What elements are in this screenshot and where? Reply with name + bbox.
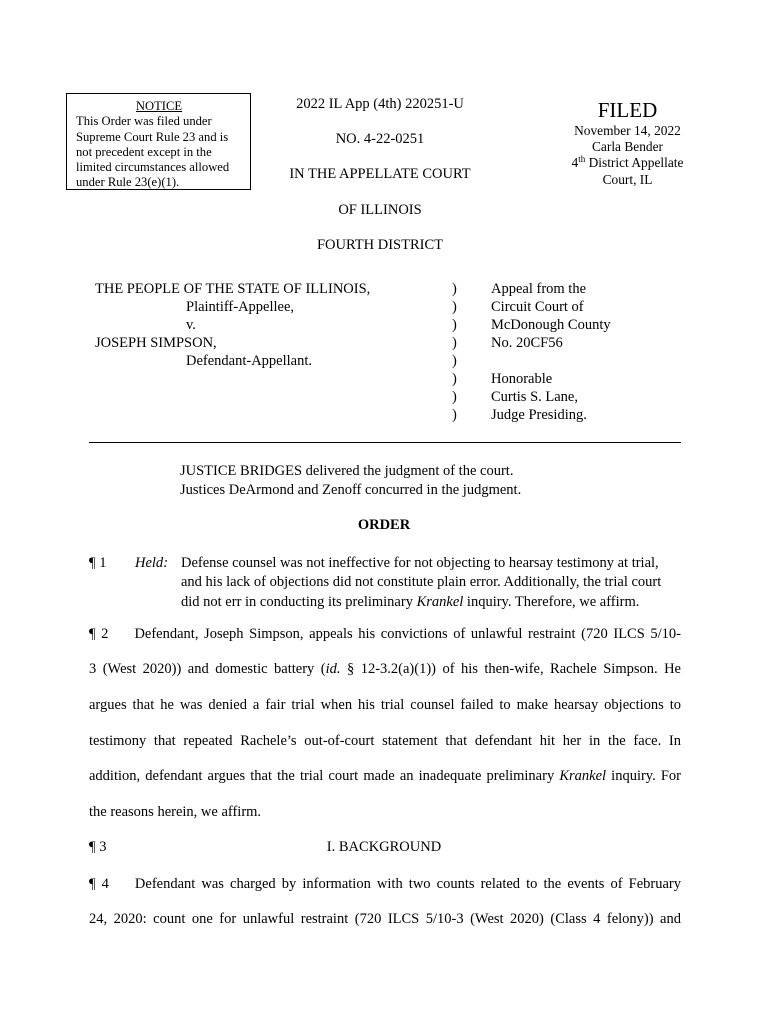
paragraph-2-line: testimony that repeated Rachele’s out-of-court statement that defendant hit her in the face. In <box>89 733 681 749</box>
caption-parentheses <box>452 280 462 424</box>
court-name-line1: IN THE APPELLATE COURT <box>289 166 471 182</box>
paren: ) <box>452 389 457 405</box>
court-name-line2: OF ILLINOIS <box>338 202 422 218</box>
defendant-role: Defendant-Appellant. <box>186 353 313 369</box>
court-district: FOURTH DISTRICT <box>316 237 443 253</box>
paren: ) <box>452 407 457 423</box>
paren: ) <box>452 371 457 387</box>
paragraph-4-line: ¶ 4 Defendant was charged by information with two counts related to the events of February <box>89 876 681 892</box>
appeal-line: Circuit Court of <box>491 299 584 315</box>
case-caption-court-info <box>491 280 691 424</box>
paragraph-4-line: 24, 2020: count one for unlawful restraint (720 ILCS 5/10-3 (West 2020) (Class 4 felony)) and <box>89 911 681 927</box>
paragraph-number: ¶ 1 <box>89 555 107 571</box>
defendant-name: JOSEPH SIMPSON, <box>95 335 217 351</box>
paragraph-number: ¶ 3 <box>89 839 107 855</box>
filed-district: 4th District Appellate <box>571 154 684 171</box>
justices-line2: Justices DeArmond and Zenoff concurred in the judgment. <box>180 482 522 498</box>
notice-line: not precedent except in the <box>76 144 212 159</box>
plaintiff-role: Plaintiff-Appellee, <box>186 299 295 315</box>
case-citation: 2022 IL App (4th) 220251-U <box>296 96 464 112</box>
filed-stamp <box>555 98 700 188</box>
filed-date: November 14, 2022 <box>574 123 681 138</box>
held-line: and his lack of objections did not constitute plain error. Additionally, the trial court <box>181 574 662 591</box>
paren: ) <box>452 299 457 315</box>
held-line: Defense counsel was not ineffective for not objecting to hearsay testimony at trial, <box>181 555 659 571</box>
judge-line: Curtis S. Lane, <box>491 389 578 405</box>
paren: ) <box>452 335 457 351</box>
case-caption-parties <box>95 280 435 370</box>
paragraph-2-line: 3 (West 2020)) and domestic battery (id. § 12-3.2(a)(1)) of his then-wife, Rachele Simpson. He <box>89 661 681 677</box>
held-label: Held: <box>135 555 169 571</box>
held-line: did not err in conducting its preliminary Krankel inquiry. Therefore, we affirm. <box>181 593 640 610</box>
paren: ) <box>452 353 457 369</box>
notice-line: This Order was filed under <box>76 114 212 129</box>
justices-line1: JUSTICE BRIDGES delivered the judgment of the court. <box>180 463 514 479</box>
versus: v. <box>186 317 196 333</box>
filed-clerk: Carla Bender <box>591 139 663 155</box>
appeal-line: No. 20CF56 <box>491 335 563 351</box>
judge-line: Honorable <box>491 371 553 387</box>
notice-title: NOTICE <box>135 99 183 113</box>
paragraph-2-line: ¶ 2 Defendant, Joseph Simpson, appeals his convictions of unlawful restraint (720 ILCS 5/10- <box>89 626 681 642</box>
filed-label: FILED <box>597 98 658 122</box>
docket-number: NO. 4-22-0251 <box>335 131 425 147</box>
plaintiff-name: THE PEOPLE OF THE STATE OF ILLINOIS, <box>95 281 371 297</box>
filed-court: Court, IL <box>602 171 653 187</box>
paren: ) <box>452 317 457 333</box>
notice-line: Supreme Court Rule 23 and is <box>76 129 229 144</box>
notice-box <box>66 93 251 190</box>
paragraph-2-line: addition, defendant argues that the trial court made an inadequate preliminary Krankel inquiry. For <box>89 768 681 784</box>
paren: ) <box>452 281 457 297</box>
paragraph-2-line: the reasons herein, we affirm. <box>89 804 262 820</box>
notice-line: limited circumstances allowed <box>76 160 230 175</box>
notice-line: under Rule 23(e)(1). <box>76 175 180 190</box>
appeal-line: McDonough County <box>491 317 611 333</box>
paragraph-number: ¶ 2 <box>89 626 109 642</box>
appeal-line: Appeal from the <box>491 281 587 297</box>
held-text <box>181 554 681 612</box>
appeal-line <box>491 352 691 370</box>
justices-statement <box>180 462 680 500</box>
order-heading: ORDER <box>357 517 411 533</box>
judge-line: Judge Presiding. <box>491 407 587 423</box>
section-heading: I. BACKGROUND <box>326 839 442 855</box>
paragraph-2-line: argues that he was denied a fair trial when his trial counsel failed to make hearsay objections to <box>89 697 681 713</box>
paragraph-number: ¶ 4 <box>89 876 109 892</box>
divider-rule <box>89 442 681 443</box>
